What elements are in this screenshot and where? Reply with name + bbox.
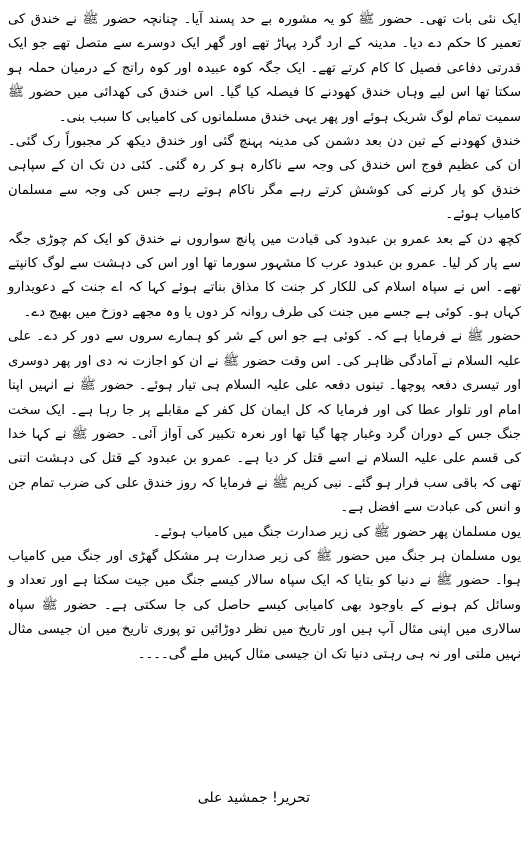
paragraph-trench-proposal: ایک نئی بات تھی۔ حضور ﷺ کو یہ مشورہ بے حد پسند آیا۔ چنانچہ حضور ﷺ نے خندق کی تعمیر کا حکم دے دیا۔ مدینہ کے ارد گرد پہاڑ تھے اور گھر ایک دوسرے سے متصل تھے جو ایک قدرتی دفاعی فصیل کا کام کرتے تھے۔ ایک جگہ کوہ عبیدہ اور کوہ راتج کے درمیان حملہ ہو سکتا تھا اس لیے وہاں خندق کھودنے کا فیصلہ کیا گیا۔ اس خندق کی کھدائی میں حضور ﷺ سمیت تمام لوگ شریک ہوئے اور پھر یہی خندق مسلمانوں کی کامیابی کا سبب بنی۔ [8,12,521,125]
paragraph-victory: یوں مسلمان پھر حضور ﷺ کی زیر صدارت جنگ میں کامیاب ہوئے۔ [152,524,521,540]
paragraph-enemy-arrival: خندق کھودنے کے تین دن بعد دشمن کی مدینہ پہنچ گئی اور خندق دیکھ کر مجبوراً رک گئی۔ ان کی عظیم فوج اس خندق کی وجہ سے ناکارہ ہو کر رہ گئی۔ کئی دن تک ان کے سپاہی خندق کو پار کرنے کی کوشش کرتے رہے مگر ناکام ہوتے رہے جس کی وجہ سے مسلمان کامیاب ہوئے۔ [8,134,521,223]
paragraph-ali-duel: حضور ﷺ نے فرمایا ہے کہ۔ کوئی ہے جو اس کے شر کو ہمارے سروں سے دور کر دے۔ علی علیہ السلام نے آمادگی ظاہر کی۔ اس وقت حضور ﷺ نے ان کو اجازت نہ دی اور پھر دوسری اور تیسری دفعہ پوچھا۔ تینوں دفعہ علی علیہ السلام ہی تیار ہوئے۔ حضور ﷺ نے انہیں اپنا امام اور تلوار عطا کی اور فرمایا کہ کل ایمان کل کفر کے مقابلے پر جا رہا ہے۔ ایک سخت جنگ جس کے دوران گرد وغبار چھا گیا تھا اور نعرہ تکبیر کی آواز آئی۔ حضور ﷺ نے کہا خدا کی قسم علی علیہ السلام نے اسے قتل کر دیا ہے۔ عمرو بن عبدود کے قتل کی دہشت اتنی تھی کہ باقی سب فرار ہو گئے۔ نبی کریم ﷺ نے فرمایا کہ روز خندق علی کی ضرب تمام جن و انس کی عبادت سے افضل ہے۔ [8,329,521,516]
article-body [8,8,521,667]
author-signature: تحریر! جمشید علی [197,790,310,806]
paragraph-amr-challenge: کچھ دن کے بعد عمرو بن عبدود کی قیادت میں پانچ سواروں نے خندق کو ایک کم چوڑی جگہ سے پار کر لیا۔ عمرو بن عبدود عرب کا مشہور سورما تھا اور اس کی دہشت سے لوگ کانپتے تھے۔ اس نے سپاہ اسلام کی للکار کر جنت کا مذاق بناتے ہوئے کہا کہ اے جنت کے دعویدارو کہاں ہو۔ کوئی ہے جسے میں جنت کی طرف روانہ کر دوں یا وہ مجھے دوزخ میں بھیج دے۔ [8,231,521,320]
paragraph-conclusion: یوں مسلمان ہر جنگ میں حضور ﷺ کی زیر صدارت ہر مشکل گھڑی اور جنگ میں کامیاب ہوا۔ حضور ﷺ نے دنیا کو بتایا کہ ایک سپاہ سالار کیسے جنگ میں جیت سکتا ہے اور تعداد و وسائل کم ہونے کے باوجود بھی کامیابی کیسے حاصل کی جا سکتی ہے۔ حضور ﷺ سپاہ سالاری میں اپنی مثال آپ ہیں اور تاریخ میں نظر دوڑائیں تو پوری تاریخ میں ان جیسی مثال نہیں ملتی اور نہ ہی رہتی دنیا تک ان جیسی مثال کہیں ملے گی۔۔۔۔ [8,548,521,662]
